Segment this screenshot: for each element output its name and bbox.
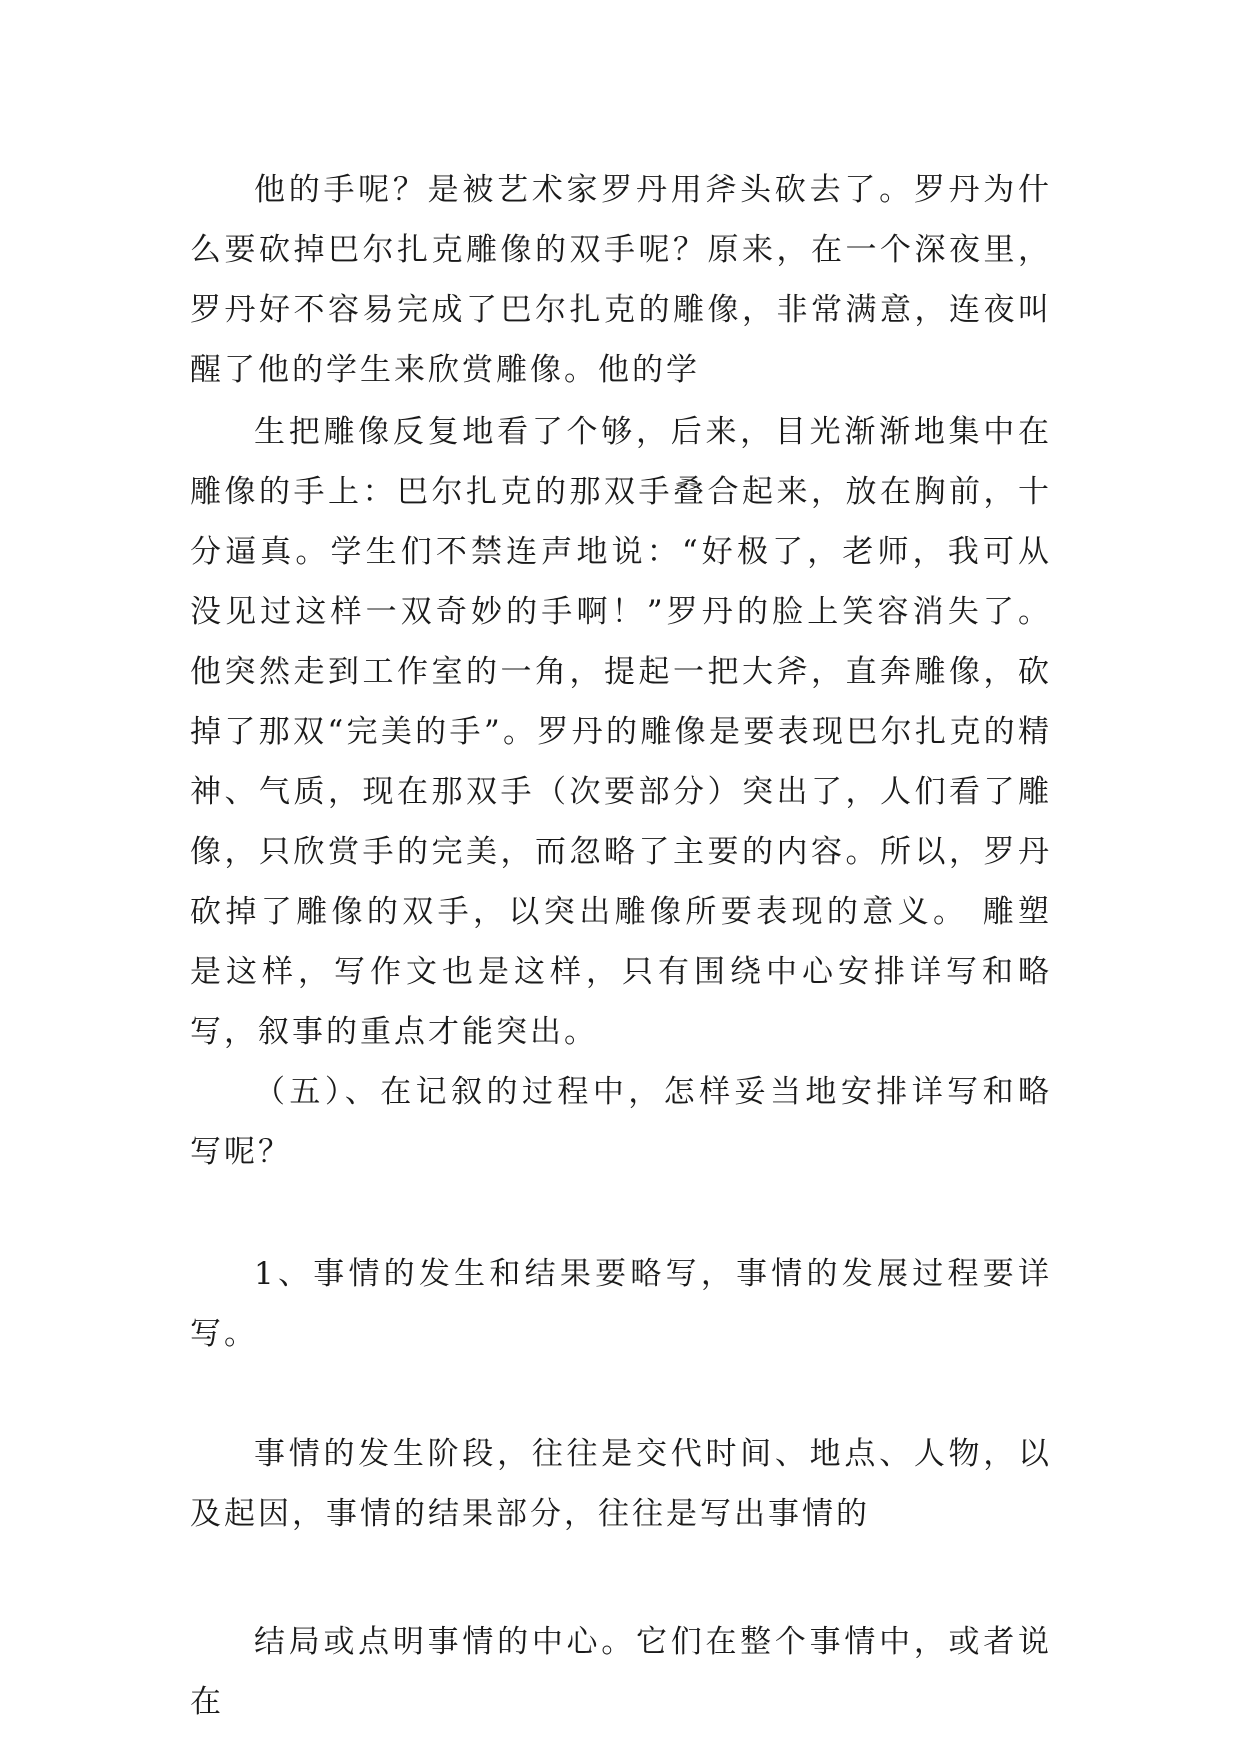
paragraph-outcome-stage: 结局或点明事情的中心。它们在整个事情中，或者说在 [190, 1624, 1052, 1720]
paragraph-rodin-story: 生把雕像反复地看了个够，后来，目光渐渐地集中在雕像的手上：巴尔扎克的那双手叠合起来，放在胸前，十分逼真。学生们不禁连声地说：“好极了，老师，我可从没见过这样一双奇妙的手啊！”罗丹的脸上笑容消失了。他突然走到工作室的一角，提起一把大斧，直奔雕像，砍掉了那双“完美的手”。罗丹的雕像是要表现巴尔扎克的精神、气质，现在那双手（次要部分）突出了，人们看了雕像，只欣赏手的完美，而忽略了主要的内容。所以，罗丹砍掉了雕像的双手，以突出雕像所要表现的意义。 雕塑是这样，写作文也是这样，只有围绕中心安排详写和略写，叙事的重点才能突出。 [190, 414, 1052, 1050]
document-body [190, 160, 1052, 1732]
paragraph-section-five-question: （五）、在记叙的过程中，怎样妥当地安排详写和略写呢？ [190, 1074, 1052, 1170]
paragraph-rodin-intro: 他的手呢？是被艺术家罗丹用斧头砍去了。罗丹为什么要砍掉巴尔扎克雕像的双手呢？原来，在一个深夜里，罗丹好不容易完成了巴尔扎克的雕像，非常满意，连夜叫醒了他的学生来欣赏雕像。他的学 [190, 172, 1052, 388]
paragraph-point-one: 1、事情的发生和结果要略写，事情的发展过程要详写。 [190, 1256, 1052, 1352]
paragraph-occurrence-stage: 事情的发生阶段，往往是交代时间、地点、人物，以及起因，事情的结果部分，往往是写出事情的 [190, 1436, 1052, 1532]
